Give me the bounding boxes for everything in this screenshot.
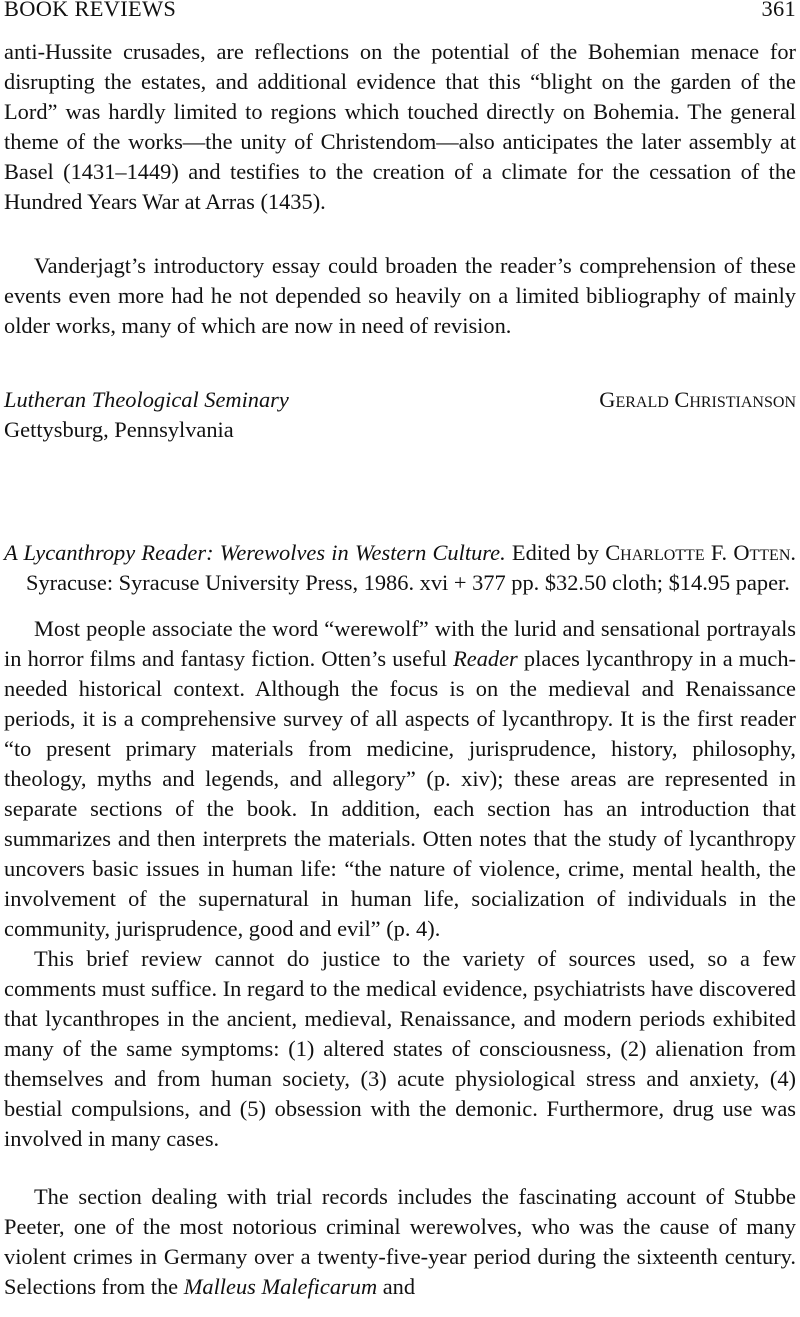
review2-paragraph-3-text-b: and — [377, 1274, 416, 1299]
review2-paragraph-3 — [4, 1182, 796, 1302]
review2-paragraph-3-text-a: The section dealing with trial records includes the fascinating account of Stubbe Peeter, one of the most notorious criminal werewolves, who was the cause of many violent crimes in Germany over a twenty-five-year period during the sixteenth century. Selections from the — [4, 1184, 796, 1299]
book-title: A Lycanthropy Reader: Werewolves in Western Culture. — [4, 540, 506, 566]
review2-paragraph-3-italic: Malleus Maleficarum — [183, 1274, 378, 1299]
running-header — [4, 0, 796, 24]
review2-paragraph-1-text-a: Most people associate the word “werewolf” with the lurid and sensational portrayals in horror films and fantasy fiction. Otten’s useful — [4, 616, 796, 671]
book-editor: Charlotte F. Otten — [605, 540, 791, 566]
review1-signature — [4, 385, 796, 445]
review1-paragraph-1: anti-Hussite crusades, are reflections on the potential of the Bohemian menace for disrupting the estates, and additional evidence that this “blight on the garden of the Lord” was hardly limited to regions which touched directly on Bohemia. The general theme of the works—the unity of Christendom—also anticipates the later assembly at Basel (1431–1449) and testifies to the creation of a climate for the cessation of the Hundred Years War at Arras (1435). — [4, 39, 796, 214]
reviewer-name: Gerald Christianson — [599, 387, 796, 412]
edited-by-label: Edited by — [505, 540, 606, 566]
section-title: BOOK REVIEWS — [4, 0, 177, 21]
review2-book-citation — [4, 538, 796, 598]
reviewer-location: Gettysburg, Pennsylvania — [4, 417, 234, 442]
reviewer-affiliation: Lutheran Theological Seminary — [4, 387, 289, 412]
review1-paragraph-2: Vanderjagt’s introductory essay could broaden the reader’s comprehension of these events even more had he not depended so heavily on a limited bibliography of mainly older works, many of which are now in need of revision. — [4, 253, 796, 338]
review2-paragraph-2: This brief review cannot do justice to the variety of sources used, so a few comments must suffice. In regard to the medical evidence, psychiatrists have discovered that lycanthropes in the ancient, medieval, Renaissance, and modern periods exhibited many of the same symptoms: (1) altered states of consciousness, (2) alienation from themselves and from human society, (3) acute physiological stress and anxiety, (4) bestial compulsions, and (5) obsession with the demonic. Furthermore, drug use was involved in many cases. — [4, 946, 796, 1151]
publication-details: . Syracuse: Syracuse University Press, 1986. xvi + 377 pp. $32.50 cloth; $14.95 paper. — [26, 540, 796, 596]
review2-paragraph-1 — [4, 614, 796, 944]
page-number: 361 — [761, 0, 796, 21]
review2-paragraph-1-text-b: places lycanthropy in a much-needed historical context. Although the focus is on the medieval and Renaissance periods, it is a comprehensive survey of all aspects of lycanthropy. It is the first reader “to present primary materials from medicine, jurisprudence, history, philosophy, theology, myths and legends, and allegory” (p. xiv); these areas are represented in separate sections of the book. In addition, each section has an introduction that summarizes and then interprets the materials. Otten notes that the study of lycanthropy uncovers basic issues in human life: “the nature of violence, crime, mental health, the involvement of the supernatural in human life, socialization of individuals in the community, jurisprudence, good and evil” (p. 4). — [4, 646, 796, 941]
review2-paragraph-1-italic: Reader — [453, 646, 518, 671]
